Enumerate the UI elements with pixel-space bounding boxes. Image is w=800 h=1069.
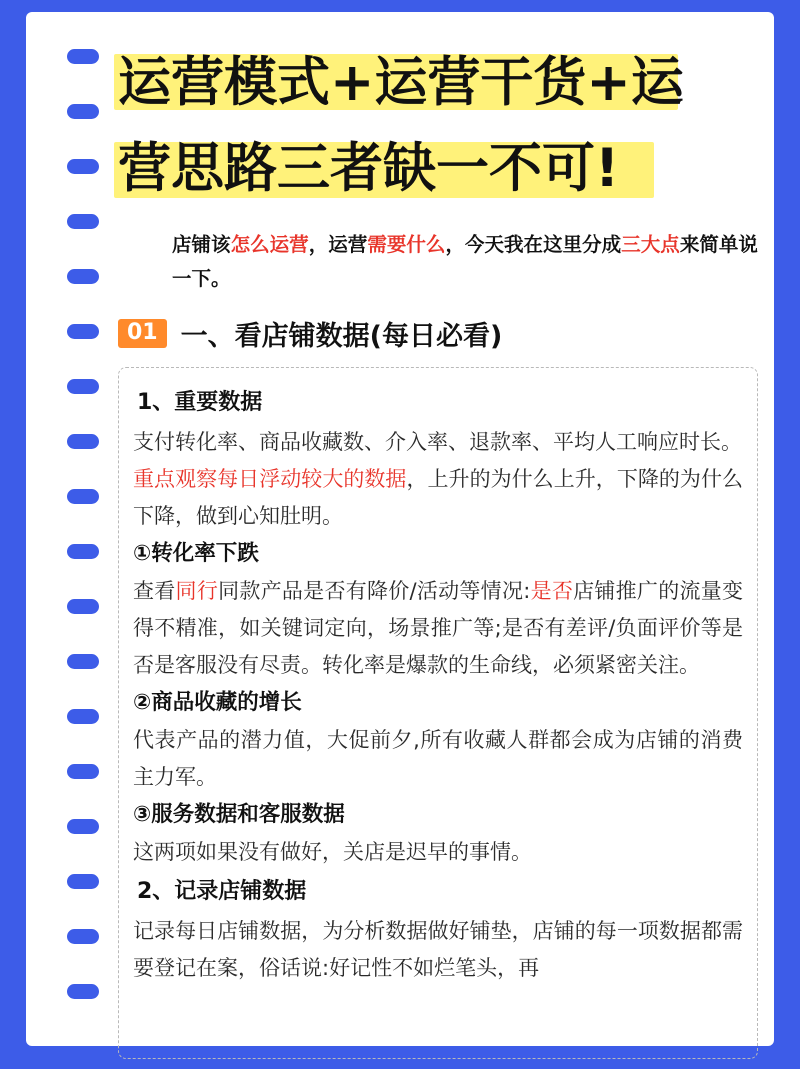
binding-hole — [64, 321, 102, 342]
paragraph-2-rest: ，上升的为什么上升，下降的为什么下降，做到心知肚明。 — [133, 467, 744, 528]
list-item-1-title: ①转化率下跌 — [133, 541, 259, 566]
binding-hole — [64, 486, 102, 507]
subsection-1-paragraph-2 — [133, 461, 743, 535]
lead-seg-4-highlight: 需要什么 — [367, 233, 446, 256]
section-number-badge: 01 — [118, 319, 167, 348]
lead-seg-3: ，运营 — [308, 233, 368, 256]
subsection-2-title: 2、记录店铺数据 — [137, 879, 307, 904]
lead-seg-5: ，今天我在这里分成 — [445, 233, 622, 256]
binding-hole — [64, 101, 102, 122]
subsection-1-title: 1、重要数据 — [137, 390, 263, 415]
lead-seg-2-highlight: 怎么运营 — [230, 233, 309, 256]
section-title: 一、看店铺数据(每日必看) — [180, 321, 503, 352]
title-line-1: 运营模式+运营干货+运 — [118, 52, 684, 113]
content-card — [118, 367, 758, 1059]
subsection-1-paragraph-1: 支付转化率、商品收藏数、介入率、退款率、平均人工响应时长。 — [133, 430, 742, 454]
paragraph-2-highlight: 重点观察每日浮动较大的数据 — [133, 467, 407, 491]
binding-hole — [64, 706, 102, 727]
binding-hole — [64, 376, 102, 397]
list-item-3-title: ③服务数据和客服数据 — [133, 802, 345, 827]
note-page — [26, 12, 774, 1046]
list-item-2-title: ②商品收藏的增长 — [133, 690, 302, 715]
binding-hole — [64, 46, 102, 67]
binding-hole — [64, 981, 102, 1002]
binding-hole — [64, 926, 102, 947]
spiral-binding — [64, 38, 100, 1038]
list-item-1-body — [133, 573, 743, 684]
subsection-2-paragraph: 记录每日店铺数据，为分析数据做好铺垫，店铺的每一项数据都需要登记在案，俗话说:好记性不如烂笔头，再 — [133, 919, 743, 980]
lead-seg-6-highlight: 三大点 — [621, 233, 680, 256]
binding-hole — [64, 596, 102, 617]
page-title — [118, 34, 758, 214]
list-item-3-body: 这两项如果没有做好，关店是迟早的事情。 — [133, 840, 532, 864]
title-line-2: 营思路三者缺一不可! — [118, 138, 620, 199]
binding-hole — [64, 816, 102, 837]
binding-hole — [64, 761, 102, 782]
item1-seg-b: 同款产品是否有降价/活动等情况: — [218, 579, 531, 603]
item1-highlight-1: 同行 — [175, 579, 219, 603]
binding-hole — [64, 651, 102, 672]
binding-hole — [64, 871, 102, 892]
binding-hole — [64, 266, 102, 287]
binding-hole — [64, 156, 102, 177]
binding-hole — [64, 431, 102, 452]
list-item-2-body: 代表产品的潜力值，大促前夕,所有收藏人群都会成为店铺的消费主力军。 — [133, 728, 743, 789]
binding-hole — [64, 541, 102, 562]
lead-seg-1: 店铺该 — [172, 233, 231, 256]
note-content — [118, 34, 758, 1048]
item1-highlight-2: 是否 — [530, 579, 574, 603]
lead-seg-7: 来简单说一下。 — [172, 233, 758, 290]
item1-seg-c: 店铺推广的流量变得不精准，如关键词定向，场景推广等;是否有差评/负面评价等是否是客服没有尽责。转化率是爆款的生命线，必须紧密关注。 — [133, 579, 744, 677]
lead-paragraph — [118, 228, 758, 296]
section-heading — [118, 314, 758, 353]
binding-hole — [64, 211, 102, 232]
item1-seg-a: 查看 — [133, 579, 176, 603]
